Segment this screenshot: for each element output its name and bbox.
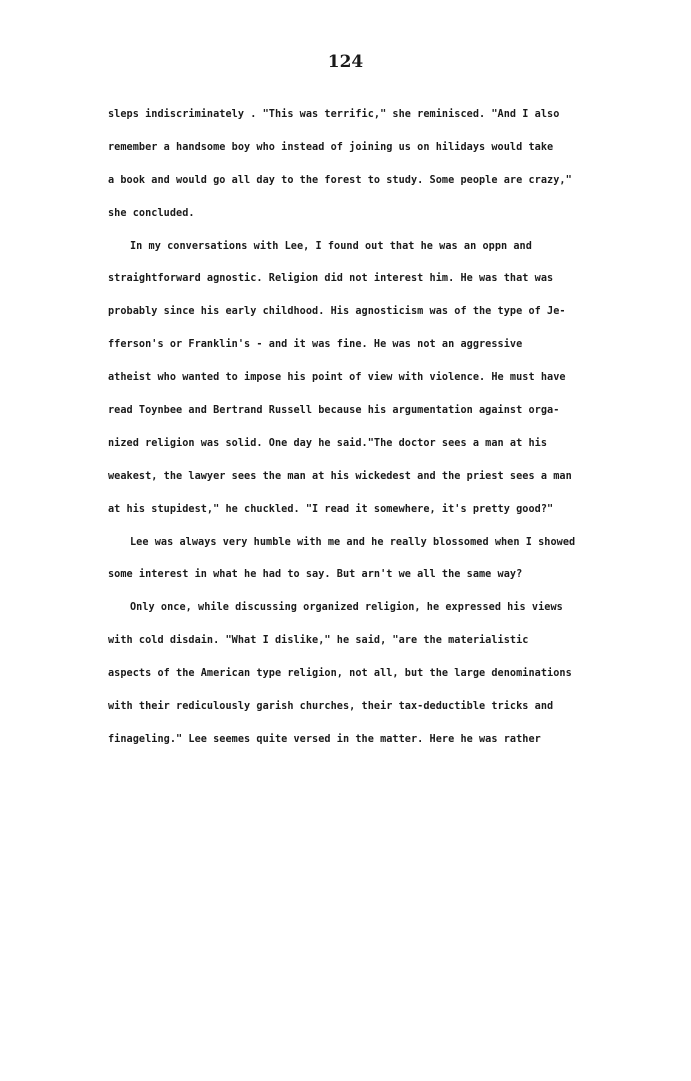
text-line: at his stupidest," he chuckled. "I read it somewhere, it's pretty good?"	[108, 503, 554, 515]
text-line: straightforward agnostic. Religion did not interest him. He was that was	[108, 273, 554, 285]
text-line: aspects of the American type religion, not all, but the large denominations	[108, 668, 572, 680]
page-number: 124	[327, 52, 364, 72]
text-line: finageling." Lee seemes quite versed in the matter. Here he was rather	[108, 733, 541, 745]
text-line: with their rediculously garish churches, their tax-deductible tricks and	[108, 701, 554, 713]
text-line: atheist who wanted to impose his point of view with violence. He must have	[108, 372, 566, 384]
text-line: Only once, while discussing organized religion, he expressed his views	[130, 602, 563, 614]
text-line: she concluded.	[108, 207, 195, 219]
text-line: read Toynbee and Bertrand Russell because his argumentation against orga-	[108, 405, 560, 417]
text-line: with cold disdain. "What I dislike," he said, "are the materialistic	[108, 635, 529, 647]
text-line: weakest, the lawyer sees the man at his wickedest and the priest sees a man	[108, 470, 572, 482]
text-line: sleps indiscriminately . "This was terrific," she reminisced. "And I also	[108, 109, 560, 120]
text-line: nized religion was solid. One day he said."The doctor sees a man at his	[108, 437, 548, 449]
text-line: some interest in what he had to say. But arn't we all the same way?	[108, 569, 523, 581]
text-line: In my conversations with Lee, I found out that he was an oppn and	[130, 240, 532, 252]
text-line: fferson's or Franklin's - and it was fine. He was not an aggressive	[108, 339, 523, 351]
text-line: remember a handsome boy who instead of joining us on hilidays would take	[108, 141, 554, 153]
body-text	[108, 104, 608, 762]
text-line: Lee was always very humble with me and he really blossomed when I showed	[130, 536, 576, 548]
text-line: a book and would go all day to the forest to study. Some people are crazy,"	[108, 174, 572, 186]
text-line: probably since his early childhood. His agnosticism was of the type of Je-	[108, 306, 566, 318]
